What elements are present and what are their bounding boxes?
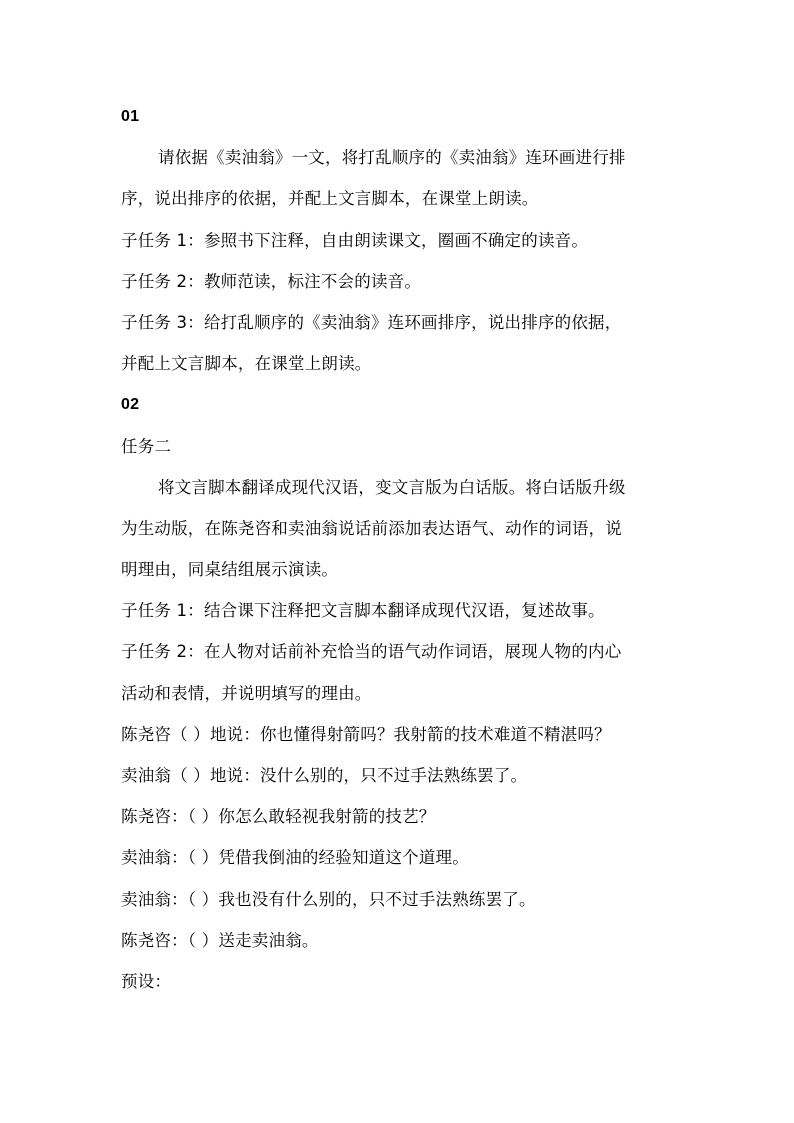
task1-subtask3-line2: 并配上文言脚本，在课堂上朗读。 [121, 354, 372, 374]
dialogue-line-6: 陈尧咨：（ ）送走卖油翁。 [121, 930, 319, 950]
task1-subtask1: 子任务 1：参照书下注释，自由朗读课文，圈画不确定的读音。 [121, 230, 589, 250]
dialogue-line-5: 卖油翁：（ ）我也没有什么别的，只不过手法熟练罢了。 [121, 889, 536, 909]
dialogue-line-2: 卖油翁（ ）地说：没什么别的，只不过手法熟练罢了。 [121, 766, 528, 785]
section-number-01: 01 [121, 108, 140, 125]
dialogue-line-1: 陈尧咨（ ）地说：你也懂得射箭吗？我射箭的技术难道不精湛吗？ [121, 724, 611, 744]
task2-intro-line1: 将文言脚本翻译成现代汉语，变文言版为白话版。将白话版升级 [158, 477, 626, 497]
task1-subtask2: 子任务 2：教师范读，标注不会的读音。 [121, 271, 422, 291]
task2-subtask1: 子任务 1：结合课下注释把文言脚本翻译成现代汉语，复述故事。 [121, 601, 605, 621]
preset-label: 预设： [121, 971, 172, 991]
task2-intro-line3: 明理由，同桌结组展示演读。 [121, 560, 339, 580]
task2-subtask2-line2: 活动和表情，并说明填写的理由。 [121, 683, 372, 703]
task2-subtask2-line1: 子任务 2：在人物对话前补充恰当的语气动作词语，展现人物的内心 [121, 642, 622, 662]
task1-subtask3-line1: 子任务 3：给打乱顺序的《卖油翁》连环画排序，说出排序的依据， [121, 312, 622, 332]
task2-title: 任务二 [121, 436, 172, 456]
document-body [121, 101, 681, 1007]
task1-intro-line2: 序，说出排序的依据，并配上文言脚本，在课堂上朗读。 [121, 189, 539, 209]
dialogue-line-3: 陈尧咨：（ ）你怎么敢轻视我射箭的技艺？ [121, 807, 436, 827]
task2-intro-line2: 为生动版，在陈尧咨和卖油翁说话前添加表达语气、动作的词语，说 [121, 518, 622, 538]
task1-intro-line1: 请依据《卖油翁》一文，将打乱顺序的《卖油翁》连环画进行排 [158, 148, 626, 168]
dialogue-line-4: 卖油翁：（ ）凭借我倒油的经验知道这个道理。 [121, 848, 469, 868]
section-number-02: 02 [121, 396, 140, 414]
